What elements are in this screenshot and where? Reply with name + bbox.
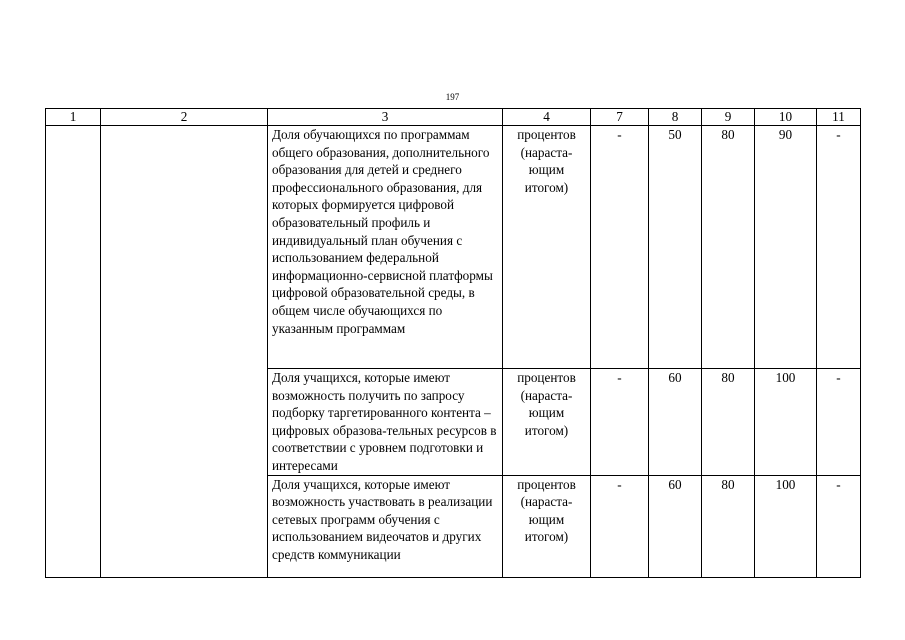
indicator-cell: Доля учащихся, которые имеют возможность получить по запросу подборку таргетированного контента – цифровых образова-тельных ресурсов в соответствии с уровнем подготовки и интересами — [268, 369, 503, 476]
column-header-10: 10 — [755, 109, 817, 126]
column-2-merged-cell — [101, 126, 268, 578]
unit-cell: процентов (нараста-ющим итогом) — [503, 475, 591, 577]
column-header-8: 8 — [649, 109, 702, 126]
indicators-table — [45, 108, 861, 578]
value-col-7: - — [591, 369, 649, 476]
value-col-9: 80 — [702, 369, 755, 476]
value-col-9: 80 — [702, 126, 755, 369]
header-row — [46, 109, 861, 126]
value-col-11: - — [817, 475, 861, 577]
value-col-8: 60 — [649, 475, 702, 577]
indicator-cell: Доля обучающихся по программам общего образования, дополнительного образования для детей и среднего профессионального образования, для которых формируется цифровой образовательный профиль и индивидуальный план обучения с использованием федеральной информационно-сервисной платформы цифровой образовательной среды, в общем числе обучающихся по указанным программам — [268, 126, 503, 369]
value-col-8: 60 — [649, 369, 702, 476]
column-header-11: 11 — [817, 109, 861, 126]
column-header-3: 3 — [268, 109, 503, 126]
value-col-7: - — [591, 475, 649, 577]
value-col-10: 90 — [755, 126, 817, 369]
column-1-merged-cell — [46, 126, 101, 578]
value-col-11: - — [817, 126, 861, 369]
value-col-8: 50 — [649, 126, 702, 369]
value-col-10: 100 — [755, 369, 817, 476]
table-row — [46, 126, 861, 369]
value-col-11: - — [817, 369, 861, 476]
column-header-4: 4 — [503, 109, 591, 126]
page-number: 197 — [445, 92, 460, 102]
column-header-9: 9 — [702, 109, 755, 126]
unit-cell: процентов (нараста-ющим итогом) — [503, 369, 591, 476]
column-header-7: 7 — [591, 109, 649, 126]
value-col-9: 80 — [702, 475, 755, 577]
indicator-cell: Доля учащихся, которые имеют возможность участвовать в реализации сетевых программ обучения с использованием видеочатов и других средств коммуникации — [268, 475, 503, 577]
unit-cell: процентов (нараста-ющим итогом) — [503, 126, 591, 369]
column-header-2: 2 — [101, 109, 268, 126]
value-col-7: - — [591, 126, 649, 369]
column-header-1: 1 — [46, 109, 101, 126]
value-col-10: 100 — [755, 475, 817, 577]
